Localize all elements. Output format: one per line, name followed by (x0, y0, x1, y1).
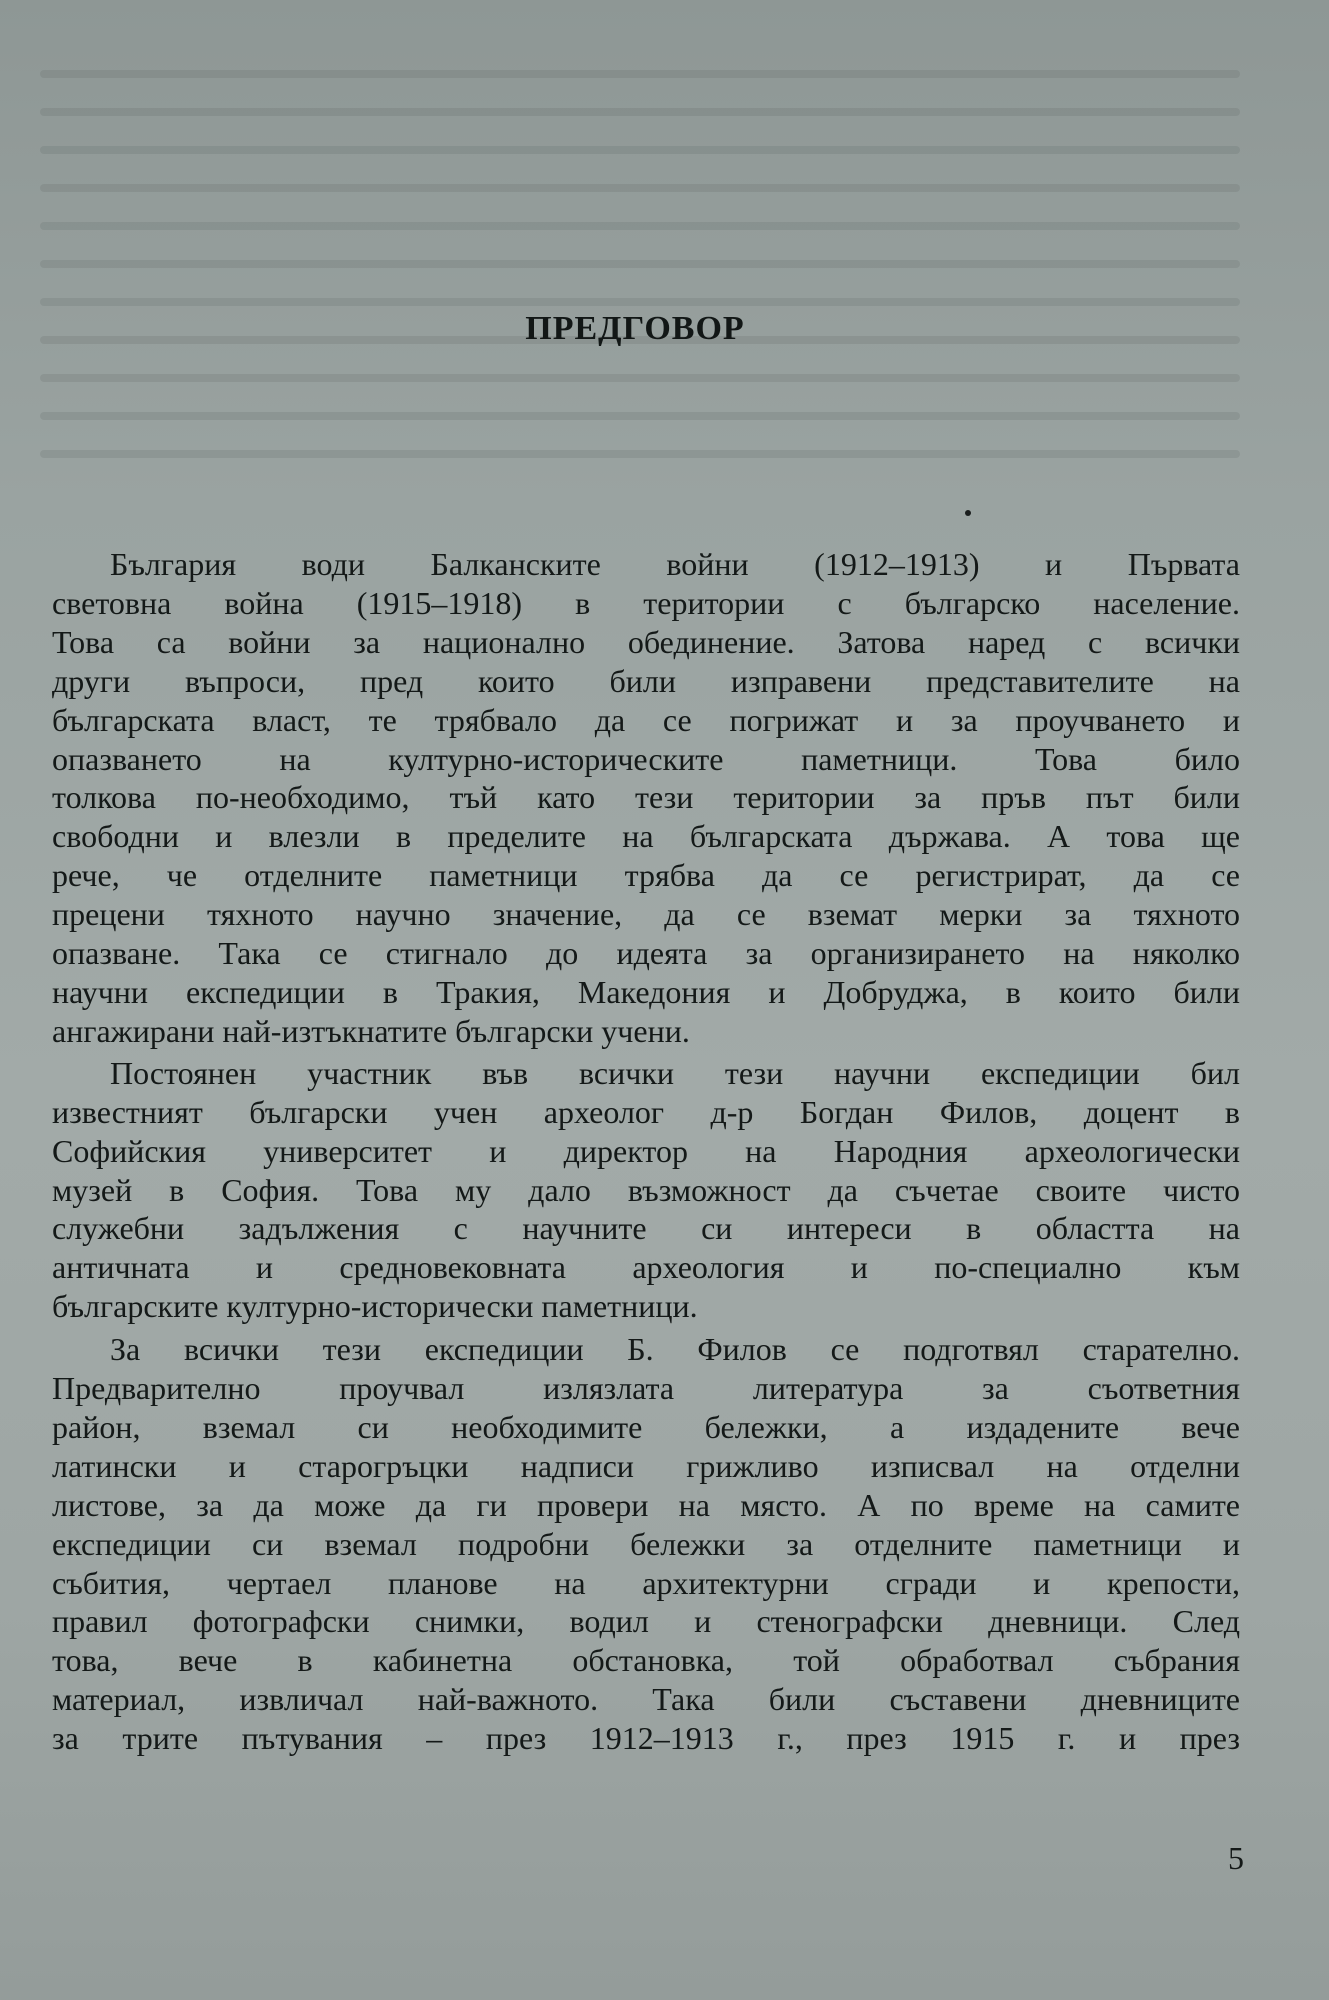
text-line: опазване. Така се стигнало до идеята за организирането на няколко (52, 935, 1240, 972)
text-line: световна война (1915–1918) в територии с българско население. (52, 584, 1240, 621)
text-line: Това са войни за национално обединение. Затова наред с всички (52, 623, 1240, 660)
ink-dot (965, 510, 971, 516)
text-line: античната и средновековната археология и по-специално към (52, 1249, 1240, 1286)
text-line: България води Балканските войни (1912–1913) и Първата (110, 546, 1240, 582)
text-line: експедиции си вземал подробни бележки за отделните паметници и (52, 1525, 1240, 1562)
text-line: за трите пътувания – през 1912–1913 г., през 1915 г. и през (52, 1720, 1240, 1757)
paragraph-3 (52, 1330, 1240, 1758)
page-number: 5 (1228, 1840, 1244, 1876)
text-line: опазването на културно-историческите паметници. Това било (52, 740, 1240, 777)
text-line: материал, извличал най-важното. Така били съставени дневниците (52, 1681, 1240, 1718)
text-line: рече, че отделните паметници трябва да се регистрират, да се (52, 857, 1240, 894)
text-line: научни експедиции в Тракия, Македония и Добруджа, в които били (52, 973, 1240, 1010)
text-line: Постоянен участник във всички тези научни експедиции бил (110, 1054, 1240, 1091)
text-line: служебни задължения с научните си интереси в областта на (52, 1210, 1240, 1247)
page-heading: ПРЕДГОВОР (525, 310, 745, 347)
paragraph-2 (52, 1054, 1240, 1326)
text-line: това, вече в кабинетна обстановка, той обработвал събрания (52, 1642, 1240, 1679)
text-line: българските културно-исторически паметници. (52, 1288, 698, 1325)
text-line: латински и старогръцки надписи грижливо изписвал на отделни (52, 1447, 1240, 1484)
body-text (52, 545, 1240, 1758)
text-line: За всички тези експедиции Б. Филов се подготвял старателно. (110, 1331, 1240, 1368)
text-line: известният български учен археолог д-р Богдан Филов, доцент в (52, 1093, 1240, 1130)
show-through-text (40, 70, 1240, 530)
paragraph-1 (52, 545, 1240, 1051)
text-line: други въпроси, пред които били изправени представителите на (52, 662, 1240, 699)
text-line: събития, чертаел планове на архитектурни сгради и крепости, (52, 1564, 1240, 1601)
text-line: Предварително проучвал излязлата литература за съответния (52, 1370, 1240, 1407)
text-line: ангажирани най-изтъкнатите български учени. (52, 1012, 690, 1049)
text-line: прецени тяхното научно значение, да се вземат мерки за тяхното (52, 896, 1240, 933)
text-line: район, вземал си необходимите бележки, а издадените вече (52, 1408, 1240, 1445)
text-line: правил фотографски снимки, водил и стенографски дневници. След (52, 1603, 1240, 1640)
text-line: българската власт, те трябвало да се погрижат и за проучването и (52, 701, 1240, 738)
text-line: Софийския университет и директор на Народния археологически (52, 1132, 1240, 1169)
text-line: свободни и влезли в пределите на българската държава. А това ще (52, 818, 1240, 855)
text-line: листове, за да може да ги провери на място. А по време на самите (52, 1486, 1240, 1523)
text-line: толкова по-необходимо, тъй като тези територии за пръв път били (52, 779, 1240, 816)
text-line: музей в София. Това му дало възможност да съчетае своите чисто (52, 1171, 1240, 1208)
